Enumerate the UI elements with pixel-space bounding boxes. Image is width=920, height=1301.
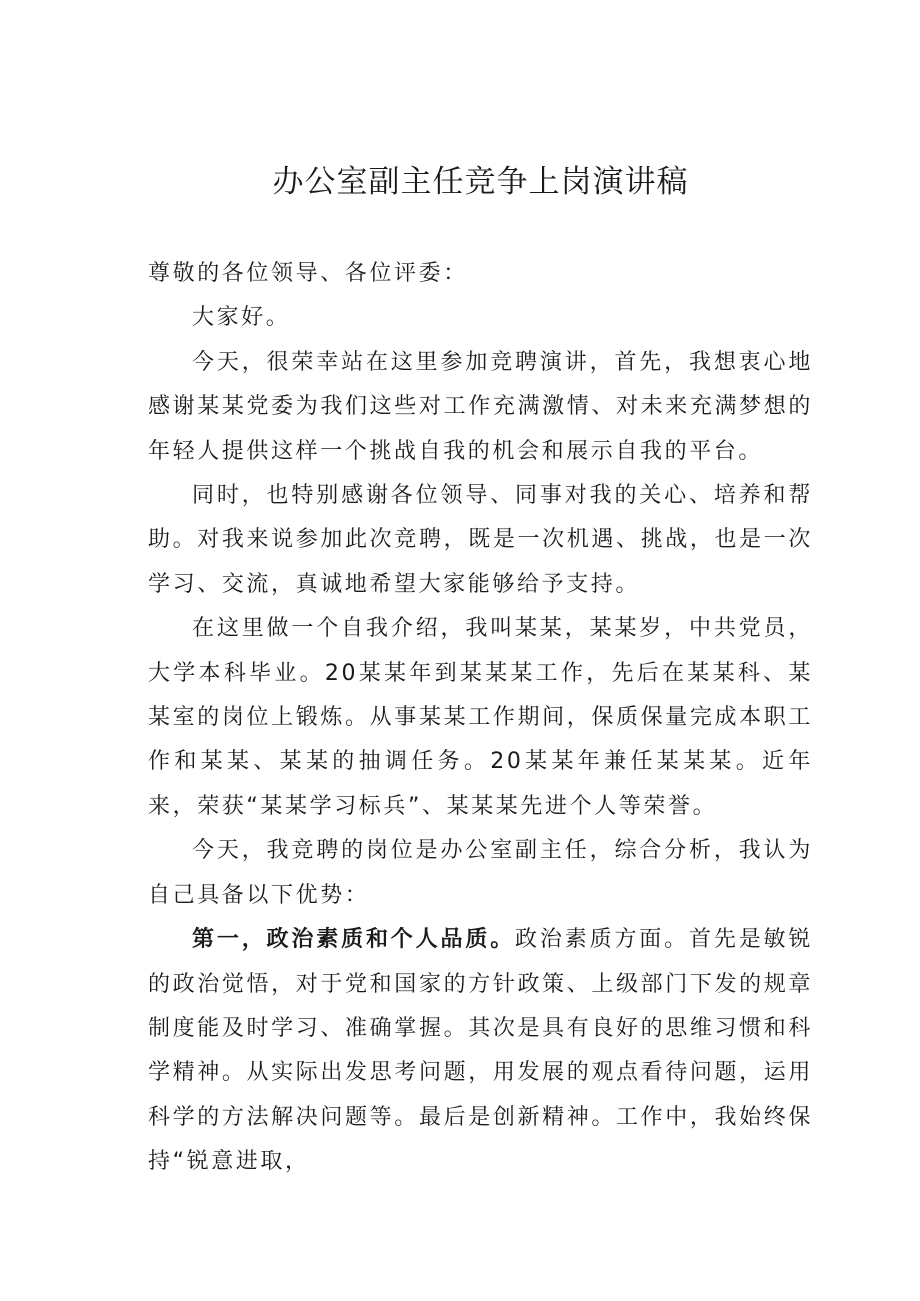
document-body xyxy=(148,252,813,1185)
paragraph-self-introduction xyxy=(148,607,813,829)
paragraph-greeting xyxy=(148,296,813,340)
paragraph-text: 同时，也特别感谢各位领导、同事对我的关心、培养和帮助。对我来说参加此次竞聘，既是一次机遇、挑战，也是一次学习、交流，真诚地希望大家能够给予支持。 xyxy=(148,483,813,597)
paragraph-thanks-opportunity xyxy=(148,341,813,474)
paragraph-text: 在这里做一个自我介绍，我叫某某，某某岁，中共党员，大学本科毕业。20某某年到某某某工作，先后在某某科、某某室的岗位上锻炼。从事某某工作期间，保质保量完成本职工作和某某、某某的抽调任务。20某某年兼任某某某。近年来，荣获“某某学习标兵”、某某某先进个人等荣誉。 xyxy=(148,616,813,819)
paragraph-text: 今天，很荣幸站在这里参加竞聘演讲，首先，我想衷心地感谢某某党委为我们这些对工作充满激情、对未来充满梦想的年轻人提供这样一个挑战自我的机会和展示自我的平台。 xyxy=(148,349,813,464)
paragraph-text: 今天，我竞聘的岗位是办公室副主任，综合分析，我认为自己具备以下优势： xyxy=(148,838,813,908)
paragraph-thanks-colleagues xyxy=(148,474,813,607)
paragraph-heading-bold: 第一，政治素质和个人品质。 xyxy=(192,927,516,953)
paragraph-advantages-intro xyxy=(148,829,813,918)
paragraph-text: 政治素质方面。首先是敏锐的政治觉悟，对于党和国家的方针政策、上级部门下发的规章制度能及时学习、准确掌握。其次是具有良好的思维习惯和科学精神。从实际出发思考问题，用发展的观点看待问题，运用科学的方法解决问题等。最后是创新精神。工作中，我始终保持“锐意进取， xyxy=(148,927,813,1175)
document-title: 办公室副主任竞争上岗演讲稿 xyxy=(272,164,689,200)
salutation: 尊敬的各位领导、各位评委： xyxy=(148,261,468,286)
paragraph-first-advantage xyxy=(148,918,813,1184)
paragraph-text: 大家好。 xyxy=(192,305,291,331)
